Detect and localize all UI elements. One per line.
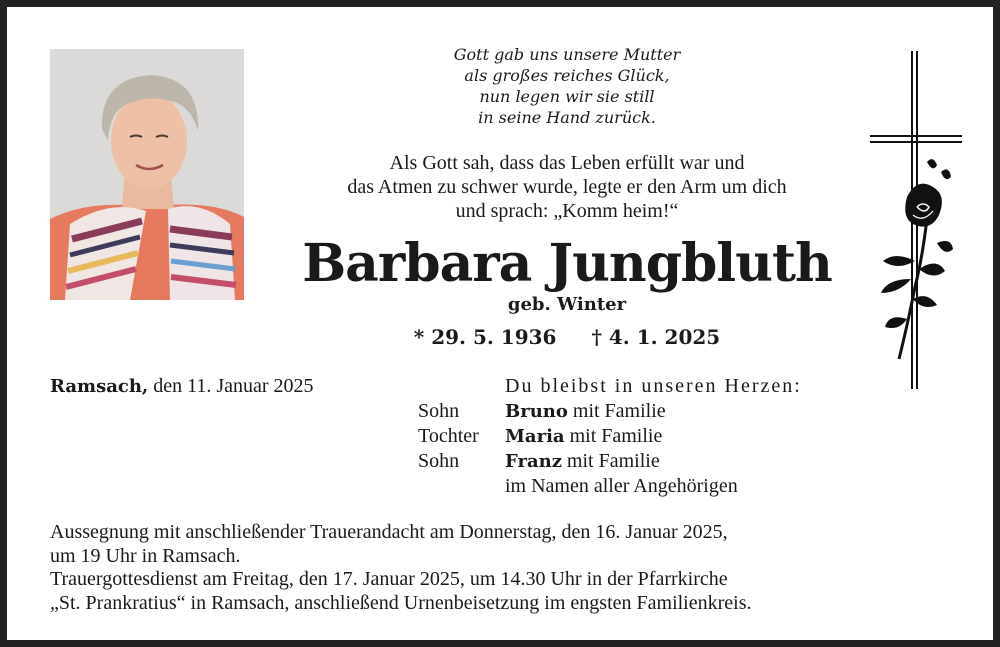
poem-line: in seine Hand zurück. [478, 108, 656, 127]
list-item [418, 449, 738, 474]
quote-line: das Atmen zu schwer wurde, legte er den Arm um dich [347, 176, 787, 198]
farewell-line: Du bleibst in unseren Herzen: [505, 375, 802, 397]
list-item [418, 474, 738, 499]
member-name: Maria [505, 426, 565, 447]
relation: Sohn [418, 400, 460, 422]
member-suffix: mit Familie [561, 450, 660, 472]
quote-line: und sprach: „Komm heim!“ [455, 200, 679, 222]
poem [367, 44, 767, 128]
quote [267, 151, 867, 223]
list-item [418, 424, 738, 449]
relation: Sohn [418, 450, 460, 472]
family-list [418, 399, 738, 499]
member-suffix: mit Familie [567, 400, 666, 422]
birth-date: * 29. 5. 1936 [413, 325, 557, 349]
poem-line: nun legen wir sie still [479, 87, 655, 106]
death-date: † 4. 1. 2025 [591, 325, 721, 349]
member-name: Franz [505, 451, 562, 472]
info-line: „St. Prankratius“ in Ramsach, anschließend Urnenbeisetzung im engsten Familienkreis. [50, 591, 752, 614]
cross-with-rose-icon [867, 47, 967, 392]
date: den 11. Januar 2025 [148, 375, 314, 397]
place: Ramsach, [50, 376, 149, 397]
quote-line: Als Gott sah, dass das Leben erfüllt war und [389, 152, 745, 174]
list-item [418, 399, 738, 424]
relation [418, 474, 505, 499]
info-line: Aussegnung mit anschließender Trauerandacht am Donnerstag, den 16. Januar 2025, [50, 521, 728, 543]
info-line: um 19 Uhr in Ramsach. [50, 544, 241, 567]
deceased-name: Barbara Jungbluth [302, 233, 832, 294]
member-suffix: im Namen aller Angehörigen [505, 475, 738, 497]
poem-line: als großes reiches Glück, [464, 66, 670, 85]
birth-name: geb. Winter [507, 294, 627, 315]
service-info [50, 521, 970, 615]
life-dates [387, 325, 747, 349]
portrait-photo [50, 49, 244, 300]
member-name: Bruno [505, 401, 568, 422]
relation: Tochter [418, 425, 479, 447]
member-suffix: mit Familie [564, 425, 663, 447]
poem-line: Gott gab uns unsere Mutter [453, 45, 681, 64]
portrait-image [50, 49, 244, 300]
info-line: Trauergottesdienst am Freitag, den 17. Januar 2025, um 14.30 Uhr in der Pfarrkirche [50, 568, 728, 590]
place-date [50, 375, 314, 398]
